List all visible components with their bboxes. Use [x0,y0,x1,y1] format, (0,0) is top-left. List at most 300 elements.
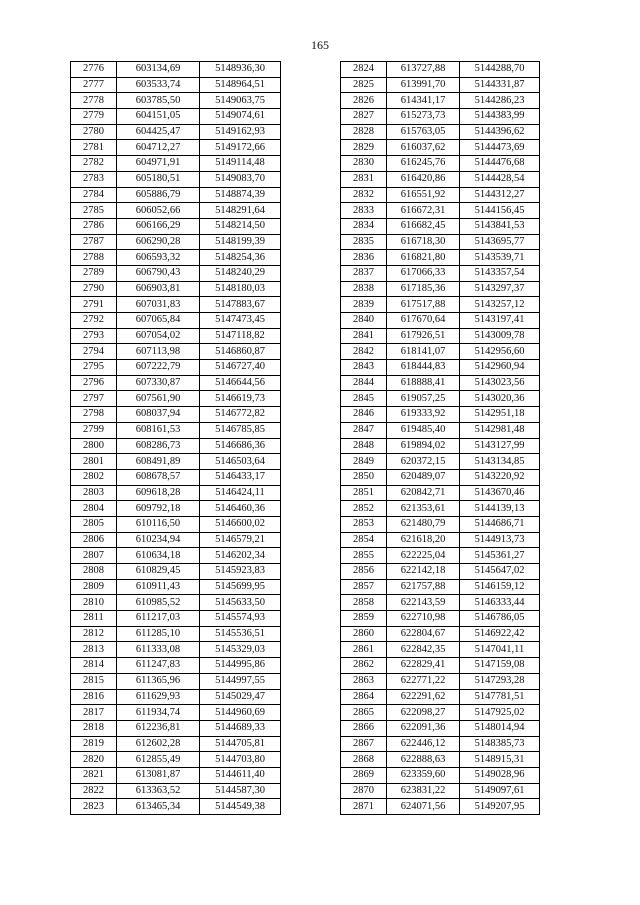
y-coordinate-cell: 5145633,50 [200,595,281,611]
coordinates-table-right [340,61,540,815]
point-number-cell: 2862 [341,658,387,674]
y-coordinate-cell: 5148254,36 [200,250,281,266]
point-number-cell: 2780 [71,124,117,140]
x-coordinate-cell: 608286,73 [117,438,200,454]
y-coordinate-cell: 5145329,03 [200,642,281,658]
point-number-cell: 2854 [341,532,387,548]
x-coordinate-cell: 623359,60 [387,767,460,783]
x-coordinate-cell: 611285,10 [117,626,200,642]
table-row [341,187,540,203]
table-row [341,673,540,689]
point-number-cell: 2827 [341,109,387,125]
y-coordinate-cell: 5147883,67 [200,297,281,313]
point-number-cell: 2789 [71,265,117,281]
x-coordinate-cell: 611934,74 [117,705,200,721]
table-row [341,109,540,125]
table-row [71,297,281,313]
point-number-cell: 2781 [71,140,117,156]
table-row [341,62,540,78]
table-row [71,391,281,407]
x-coordinate-cell: 618141,07 [387,344,460,360]
point-number-cell: 2821 [71,767,117,783]
point-number-cell: 2792 [71,313,117,329]
y-coordinate-cell: 5144331,87 [460,77,540,93]
table-row [71,313,281,329]
y-coordinate-cell: 5144960,69 [200,705,281,721]
y-coordinate-cell: 5144156,45 [460,203,540,219]
y-coordinate-cell: 5147041,11 [460,642,540,658]
y-coordinate-cell: 5144995,86 [200,658,281,674]
point-number-cell: 2863 [341,673,387,689]
y-coordinate-cell: 5148964,51 [200,77,281,93]
y-coordinate-cell: 5149172,66 [200,140,281,156]
point-number-cell: 2828 [341,124,387,140]
table-row [341,626,540,642]
point-number-cell: 2857 [341,579,387,595]
table-row [71,485,281,501]
y-coordinate-cell: 5148915,31 [460,752,540,768]
y-coordinate-cell: 5149074,61 [200,109,281,125]
point-number-cell: 2822 [71,783,117,799]
table-row [71,454,281,470]
y-coordinate-cell: 5146159,12 [460,579,540,595]
y-coordinate-cell: 5145029,47 [200,689,281,705]
table-row [341,140,540,156]
y-coordinate-cell: 5144587,30 [200,783,281,799]
x-coordinate-cell: 613465,34 [117,799,200,815]
table-row [341,469,540,485]
x-coordinate-cell: 619485,40 [387,422,460,438]
table-row [71,109,281,125]
point-number-cell: 2818 [71,720,117,736]
x-coordinate-cell: 606290,28 [117,234,200,250]
table-row [341,438,540,454]
x-coordinate-cell: 612855,49 [117,752,200,768]
table-row [71,799,281,815]
point-number-cell: 2787 [71,234,117,250]
y-coordinate-cell: 5148874,39 [200,187,281,203]
y-coordinate-cell: 5144473,69 [460,140,540,156]
x-coordinate-cell: 610985,52 [117,595,200,611]
x-coordinate-cell: 607065,84 [117,313,200,329]
x-coordinate-cell: 622804,67 [387,626,460,642]
x-coordinate-cell: 613727,88 [387,62,460,78]
point-number-cell: 2796 [71,375,117,391]
point-number-cell: 2852 [341,501,387,517]
point-number-cell: 2804 [71,501,117,517]
x-coordinate-cell: 620489,07 [387,469,460,485]
point-number-cell: 2794 [71,344,117,360]
y-coordinate-cell: 5144288,70 [460,62,540,78]
point-number-cell: 2790 [71,281,117,297]
point-number-cell: 2811 [71,611,117,627]
x-coordinate-cell: 604151,05 [117,109,200,125]
x-coordinate-cell: 606166,29 [117,218,200,234]
point-number-cell: 2851 [341,485,387,501]
point-number-cell: 2795 [71,360,117,376]
table-row [341,375,540,391]
table-row [71,438,281,454]
x-coordinate-cell: 607113,98 [117,344,200,360]
x-coordinate-cell: 616682,45 [387,218,460,234]
x-coordinate-cell: 611217,03 [117,611,200,627]
point-number-cell: 2803 [71,485,117,501]
table-row [71,77,281,93]
point-number-cell: 2846 [341,407,387,423]
y-coordinate-cell: 5143220,92 [460,469,540,485]
page-number: 165 [311,38,329,52]
point-number-cell: 2826 [341,93,387,109]
point-number-cell: 2800 [71,438,117,454]
table-row [71,265,281,281]
table-row [71,579,281,595]
y-coordinate-cell: 5146460,36 [200,501,281,517]
x-coordinate-cell: 622842,35 [387,642,460,658]
y-coordinate-cell: 5146922,42 [460,626,540,642]
y-coordinate-cell: 5149063,75 [200,93,281,109]
point-number-cell: 2809 [71,579,117,595]
y-coordinate-cell: 5146786,05 [460,611,540,627]
y-coordinate-cell: 5146644,56 [200,375,281,391]
table-row [341,767,540,783]
y-coordinate-cell: 5149114,48 [200,156,281,172]
point-number-cell: 2783 [71,171,117,187]
x-coordinate-cell: 616718,30 [387,234,460,250]
point-number-cell: 2842 [341,344,387,360]
y-coordinate-cell: 5144396,62 [460,124,540,140]
point-number-cell: 2820 [71,752,117,768]
table-row [71,360,281,376]
y-coordinate-cell: 5146424,11 [200,485,281,501]
x-coordinate-cell: 605886,79 [117,187,200,203]
y-coordinate-cell: 5143197,41 [460,313,540,329]
point-number-cell: 2777 [71,77,117,93]
y-coordinate-cell: 5143539,71 [460,250,540,266]
x-coordinate-cell: 611365,96 [117,673,200,689]
x-coordinate-cell: 609618,28 [117,485,200,501]
point-number-cell: 2861 [341,642,387,658]
table-row [341,689,540,705]
y-coordinate-cell: 5143357,54 [460,265,540,281]
y-coordinate-cell: 5146727,40 [200,360,281,376]
y-coordinate-cell: 5145536,51 [200,626,281,642]
table-row [341,532,540,548]
x-coordinate-cell: 607561,90 [117,391,200,407]
point-number-cell: 2848 [341,438,387,454]
table-row [341,203,540,219]
table-row [341,313,540,329]
point-number-cell: 2824 [341,62,387,78]
point-number-cell: 2840 [341,313,387,329]
table-row [341,77,540,93]
table-row [341,265,540,281]
x-coordinate-cell: 607054,02 [117,328,200,344]
point-number-cell: 2841 [341,328,387,344]
x-coordinate-cell: 616551,92 [387,187,460,203]
point-number-cell: 2834 [341,218,387,234]
y-coordinate-cell: 5145574,93 [200,611,281,627]
point-number-cell: 2799 [71,422,117,438]
x-coordinate-cell: 617185,36 [387,281,460,297]
point-number-cell: 2829 [341,140,387,156]
table-row [71,422,281,438]
x-coordinate-cell: 614341,17 [387,93,460,109]
x-coordinate-cell: 611247,83 [117,658,200,674]
x-coordinate-cell: 606790,43 [117,265,200,281]
point-number-cell: 2869 [341,767,387,783]
x-coordinate-cell: 610829,45 [117,564,200,580]
table-row [341,391,540,407]
y-coordinate-cell: 5147925,02 [460,705,540,721]
y-coordinate-cell: 5142956,60 [460,344,540,360]
point-number-cell: 2868 [341,752,387,768]
table-row [341,485,540,501]
point-number-cell: 2806 [71,532,117,548]
x-coordinate-cell: 621480,79 [387,516,460,532]
x-coordinate-cell: 609792,18 [117,501,200,517]
x-coordinate-cell: 622710,98 [387,611,460,627]
point-number-cell: 2797 [71,391,117,407]
y-coordinate-cell: 5146785,85 [200,422,281,438]
point-number-cell: 2839 [341,297,387,313]
y-coordinate-cell: 5143023,56 [460,375,540,391]
x-coordinate-cell: 619894,02 [387,438,460,454]
x-coordinate-cell: 612236,81 [117,720,200,736]
table-row [71,673,281,689]
x-coordinate-cell: 621757,88 [387,579,460,595]
point-number-cell: 2835 [341,234,387,250]
y-coordinate-cell: 5149162,93 [200,124,281,140]
y-coordinate-cell: 5143841,53 [460,218,540,234]
y-coordinate-cell: 5148199,39 [200,234,281,250]
table-row [71,548,281,564]
y-coordinate-cell: 5146579,21 [200,532,281,548]
point-number-cell: 2850 [341,469,387,485]
x-coordinate-cell: 603134,69 [117,62,200,78]
x-coordinate-cell: 612602,28 [117,736,200,752]
point-number-cell: 2843 [341,360,387,376]
point-number-cell: 2831 [341,171,387,187]
y-coordinate-cell: 5145923,83 [200,564,281,580]
y-coordinate-cell: 5144383,99 [460,109,540,125]
y-coordinate-cell: 5147781,51 [460,689,540,705]
table-row [341,736,540,752]
point-number-cell: 2837 [341,265,387,281]
x-coordinate-cell: 620372,15 [387,454,460,470]
x-coordinate-cell: 622098,27 [387,705,460,721]
point-number-cell: 2859 [341,611,387,627]
y-coordinate-cell: 5144428,54 [460,171,540,187]
y-coordinate-cell: 5146600,02 [200,516,281,532]
x-coordinate-cell: 622291,62 [387,689,460,705]
y-coordinate-cell: 5144312,27 [460,187,540,203]
point-number-cell: 2810 [71,595,117,611]
table-row [71,626,281,642]
y-coordinate-cell: 5146433,17 [200,469,281,485]
point-number-cell: 2812 [71,626,117,642]
table-row [341,548,540,564]
table-row [341,218,540,234]
x-coordinate-cell: 621618,20 [387,532,460,548]
x-coordinate-cell: 611333,08 [117,642,200,658]
point-number-cell: 2833 [341,203,387,219]
x-coordinate-cell: 604712,27 [117,140,200,156]
table-row [341,234,540,250]
x-coordinate-cell: 610116,50 [117,516,200,532]
point-number-cell: 2870 [341,783,387,799]
y-coordinate-cell: 5148936,30 [200,62,281,78]
table-row [71,218,281,234]
x-coordinate-cell: 616420,86 [387,171,460,187]
point-number-cell: 2782 [71,156,117,172]
table-row [341,171,540,187]
x-coordinate-cell: 617066,33 [387,265,460,281]
x-coordinate-cell: 617926,51 [387,328,460,344]
point-number-cell: 2813 [71,642,117,658]
point-number-cell: 2798 [71,407,117,423]
table-row [341,516,540,532]
x-coordinate-cell: 608161,53 [117,422,200,438]
table-row [71,203,281,219]
x-coordinate-cell: 622829,41 [387,658,460,674]
y-coordinate-cell: 5142981,48 [460,422,540,438]
point-number-cell: 2819 [71,736,117,752]
y-coordinate-cell: 5146686,36 [200,438,281,454]
table-row [71,171,281,187]
point-number-cell: 2807 [71,548,117,564]
y-coordinate-cell: 5142960,94 [460,360,540,376]
table-row [71,234,281,250]
x-coordinate-cell: 622142,18 [387,564,460,580]
point-number-cell: 2832 [341,187,387,203]
y-coordinate-cell: 5148240,29 [200,265,281,281]
x-coordinate-cell: 610911,43 [117,579,200,595]
point-number-cell: 2788 [71,250,117,266]
point-number-cell: 2866 [341,720,387,736]
point-number-cell: 2849 [341,454,387,470]
point-number-cell: 2871 [341,799,387,815]
y-coordinate-cell: 5148214,50 [200,218,281,234]
x-coordinate-cell: 616037,62 [387,140,460,156]
table-row [341,250,540,266]
table-row [71,187,281,203]
x-coordinate-cell: 618888,41 [387,375,460,391]
point-number-cell: 2817 [71,705,117,721]
x-coordinate-cell: 620842,71 [387,485,460,501]
table-row [71,783,281,799]
y-coordinate-cell: 5143134,85 [460,454,540,470]
point-number-cell: 2793 [71,328,117,344]
table-row [341,124,540,140]
point-number-cell: 2858 [341,595,387,611]
x-coordinate-cell: 603533,74 [117,77,200,93]
table-row [71,281,281,297]
table-row [71,689,281,705]
x-coordinate-cell: 608678,57 [117,469,200,485]
y-coordinate-cell: 5145361,27 [460,548,540,564]
x-coordinate-cell: 622143,59 [387,595,460,611]
y-coordinate-cell: 5147293,28 [460,673,540,689]
table-row [341,658,540,674]
table-row [71,156,281,172]
point-number-cell: 2801 [71,454,117,470]
x-coordinate-cell: 619057,25 [387,391,460,407]
point-number-cell: 2785 [71,203,117,219]
y-coordinate-cell: 5144686,71 [460,516,540,532]
point-number-cell: 2784 [71,187,117,203]
y-coordinate-cell: 5143670,46 [460,485,540,501]
y-coordinate-cell: 5144705,81 [200,736,281,752]
y-coordinate-cell: 5146503,64 [200,454,281,470]
y-coordinate-cell: 5144549,38 [200,799,281,815]
table-row [341,611,540,627]
y-coordinate-cell: 5146860,87 [200,344,281,360]
x-coordinate-cell: 613363,52 [117,783,200,799]
table-row [71,375,281,391]
point-number-cell: 2808 [71,564,117,580]
table-row [71,140,281,156]
y-coordinate-cell: 5147118,82 [200,328,281,344]
x-coordinate-cell: 617517,88 [387,297,460,313]
point-number-cell: 2776 [71,62,117,78]
table-row [71,642,281,658]
y-coordinate-cell: 5146772,82 [200,407,281,423]
y-coordinate-cell: 5146333,44 [460,595,540,611]
table-row [71,532,281,548]
x-coordinate-cell: 622771,22 [387,673,460,689]
point-number-cell: 2814 [71,658,117,674]
x-coordinate-cell: 615273,73 [387,109,460,125]
table-row [71,720,281,736]
point-number-cell: 2856 [341,564,387,580]
table-row [341,705,540,721]
table-row [71,595,281,611]
y-coordinate-cell: 5145647,02 [460,564,540,580]
x-coordinate-cell: 613991,70 [387,77,460,93]
x-coordinate-cell: 607031,83 [117,297,200,313]
y-coordinate-cell: 5143009,78 [460,328,540,344]
y-coordinate-cell: 5143127,99 [460,438,540,454]
x-coordinate-cell: 616821,80 [387,250,460,266]
table-row [341,752,540,768]
table-row [341,360,540,376]
table-row [341,297,540,313]
y-coordinate-cell: 5149097,61 [460,783,540,799]
y-coordinate-cell: 5149083,70 [200,171,281,187]
table-row [341,156,540,172]
point-number-cell: 2786 [71,218,117,234]
y-coordinate-cell: 5148291,64 [200,203,281,219]
coordinates-table-left [70,61,281,815]
y-coordinate-cell: 5144611,40 [200,767,281,783]
table-row [341,642,540,658]
table-row [341,281,540,297]
point-number-cell: 2836 [341,250,387,266]
y-coordinate-cell: 5144997,55 [200,673,281,689]
x-coordinate-cell: 603785,50 [117,93,200,109]
y-coordinate-cell: 5143297,37 [460,281,540,297]
point-number-cell: 2867 [341,736,387,752]
point-number-cell: 2779 [71,109,117,125]
table-row [341,93,540,109]
x-coordinate-cell: 613081,87 [117,767,200,783]
table-row [71,564,281,580]
point-number-cell: 2802 [71,469,117,485]
point-number-cell: 2825 [341,77,387,93]
table-row [341,344,540,360]
table-row [71,250,281,266]
y-coordinate-cell: 5144286,23 [460,93,540,109]
